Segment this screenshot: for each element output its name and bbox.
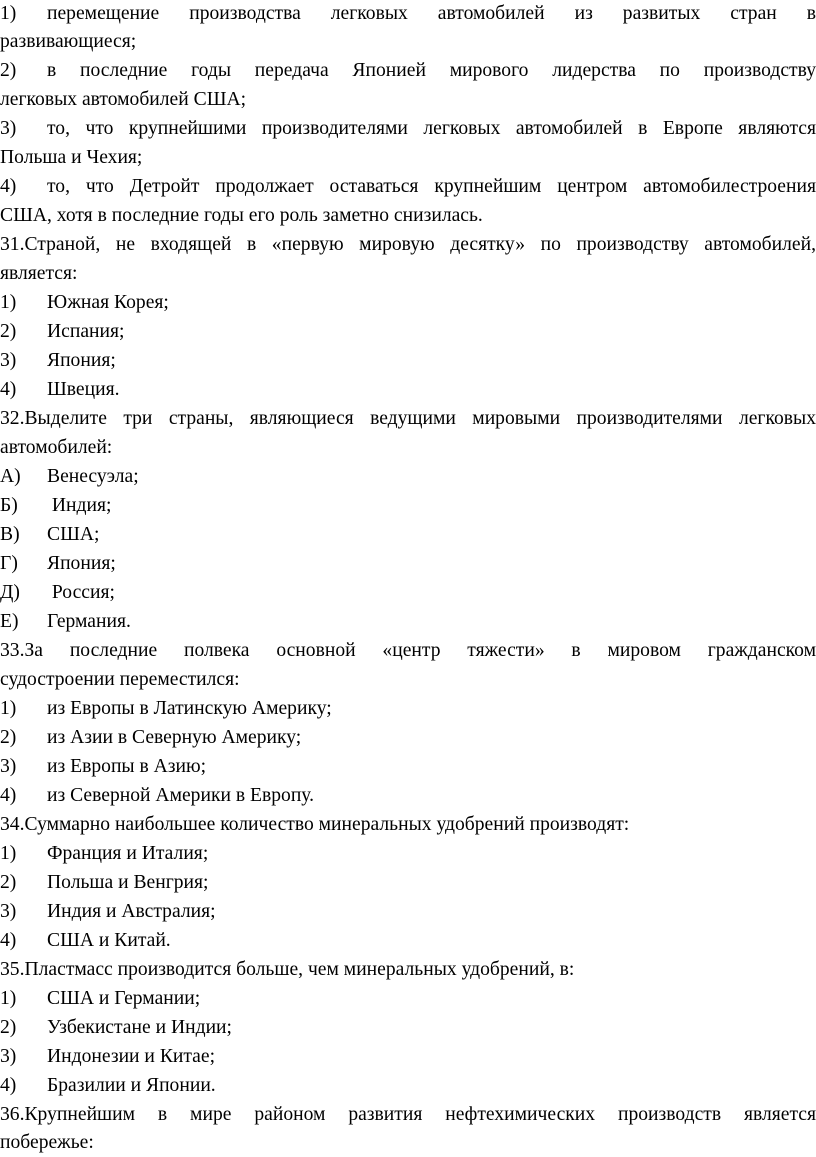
q31-question-line1: 31.Страной, не входящей в «первую мировую десятку» по производству автомобилей, <box>0 234 816 255</box>
option-number: Г) <box>0 553 18 574</box>
q32-option-d <box>0 579 816 607</box>
option-text: Индия; <box>47 495 112 516</box>
option-number: 1) <box>0 292 17 313</box>
option-number: Д) <box>0 582 20 603</box>
q32-option-a <box>0 463 816 491</box>
option-number: 4) <box>0 785 17 806</box>
q33-option-2 <box>0 724 816 752</box>
q30-option-1-line2: развивающиеся; <box>0 31 137 52</box>
option-text: из Северной Америки в Европу. <box>47 785 315 806</box>
q30-option-2-line2: легковых автомобилей США; <box>0 89 247 110</box>
option-number: 1) <box>0 988 17 1009</box>
option-text: перемещение производства легковых автомобилей из развитых стран в <box>47 3 816 24</box>
option-text: Бразилии и Японии. <box>47 1075 216 1096</box>
option-number: 3) <box>0 118 17 139</box>
option-number: 4) <box>0 176 17 197</box>
option-number: 2) <box>0 1017 17 1038</box>
option-text: Франция и Италия; <box>47 843 209 864</box>
q35-question-line1: 35.Пластмасс производится больше, чем минеральных удобрений, в: <box>0 959 575 980</box>
q30-option-2-line1 <box>0 57 816 85</box>
q33-question-line1: 33.За последние полвека основной «центр тяжести» в мировом гражданском <box>0 640 816 661</box>
option-text: Венесуэла; <box>47 466 139 487</box>
option-number: 1) <box>0 3 17 24</box>
q30-option-3-line2: Польша и Чехия; <box>0 147 143 168</box>
q34-option-1 <box>0 840 816 868</box>
option-text: из Европы в Латинскую Америку; <box>47 698 332 719</box>
option-text: Узбекистане и Индии; <box>47 1017 232 1038</box>
option-text: Испания; <box>47 321 125 342</box>
q30-option-4-line1 <box>0 173 816 201</box>
option-text: Польша и Венгрия; <box>47 872 209 893</box>
option-text: США и Германии; <box>47 988 201 1009</box>
q32-option-g <box>0 550 816 578</box>
option-number: Е) <box>0 611 19 632</box>
q35-option-1 <box>0 985 816 1013</box>
option-number: 2) <box>0 727 17 748</box>
option-number: В) <box>0 524 20 545</box>
option-number: 2) <box>0 321 17 342</box>
option-number: 4) <box>0 1075 17 1096</box>
option-number: 2) <box>0 872 17 893</box>
q34-option-2 <box>0 869 816 897</box>
option-text: в последние годы передача Японией мирового лидерства по производству <box>47 60 816 81</box>
q36-question-line2: побережье: <box>0 1132 94 1153</box>
option-number: А) <box>0 466 21 487</box>
q35-option-4 <box>0 1072 816 1100</box>
option-number: 3) <box>0 901 17 922</box>
option-number: Б) <box>0 495 18 516</box>
option-number: 3) <box>0 756 17 777</box>
q32-question-line2: автомобилей: <box>0 437 113 458</box>
q35-option-3 <box>0 1043 816 1071</box>
q33-question-line2: судостроении переместился: <box>0 669 240 690</box>
q31-question-line2: является: <box>0 263 78 284</box>
q32-question-line1: 32.Выделите три страны, являющиеся ведущими мировыми производителями легковых <box>0 408 816 429</box>
option-number: 3) <box>0 1046 17 1067</box>
q32-option-b <box>0 492 816 520</box>
q33-option-4 <box>0 782 816 810</box>
option-text: то, что крупнейшими производителями легковых автомобилей в Европе являются <box>47 118 816 139</box>
option-text: Индия и Австралия; <box>47 901 216 922</box>
q32-option-v <box>0 521 816 549</box>
q30-option-4-line2: США, хотя в последние годы его роль заметно снизилась. <box>0 205 483 226</box>
option-number: 2) <box>0 60 17 81</box>
option-number: 4) <box>0 379 17 400</box>
q34-option-4 <box>0 927 816 955</box>
q31-option-3 <box>0 347 816 375</box>
q32-option-e <box>0 608 816 636</box>
q30-option-1-line1 <box>0 0 816 28</box>
option-text: из Азии в Северную Америку; <box>47 727 302 748</box>
option-number: 3) <box>0 350 17 371</box>
q30-option-3-line1 <box>0 115 816 143</box>
q31-option-1 <box>0 289 816 317</box>
option-number: 1) <box>0 698 17 719</box>
option-text: США; <box>47 524 100 545</box>
option-text: Германия. <box>47 611 131 632</box>
option-text: Япония; <box>47 350 116 371</box>
option-text: Индонезии и Китае; <box>47 1046 216 1067</box>
option-text: Япония; <box>47 553 116 574</box>
option-text: Россия; <box>47 582 115 603</box>
q34-question-line1: 34.Суммарно наибольшее количество минеральных удобрений производят: <box>0 814 630 835</box>
option-text: Южная Корея; <box>47 292 169 313</box>
q34-option-3 <box>0 898 816 926</box>
q31-option-2 <box>0 318 816 346</box>
option-text: США и Китай. <box>47 930 171 951</box>
q35-option-2 <box>0 1014 816 1042</box>
option-text: Швеция. <box>47 379 120 400</box>
q31-option-4 <box>0 376 816 404</box>
option-text: из Европы в Азию; <box>47 756 207 777</box>
q36-question-line1: 36.Крупнейшим в мире районом развития нефтехимических производств является <box>0 1104 816 1125</box>
option-number: 1) <box>0 843 17 864</box>
q33-option-1 <box>0 695 816 723</box>
option-number: 4) <box>0 930 17 951</box>
option-text: то, что Детройт продолжает оставаться крупнейшим центром автомобилестроения <box>47 176 816 197</box>
q33-option-3 <box>0 753 816 781</box>
